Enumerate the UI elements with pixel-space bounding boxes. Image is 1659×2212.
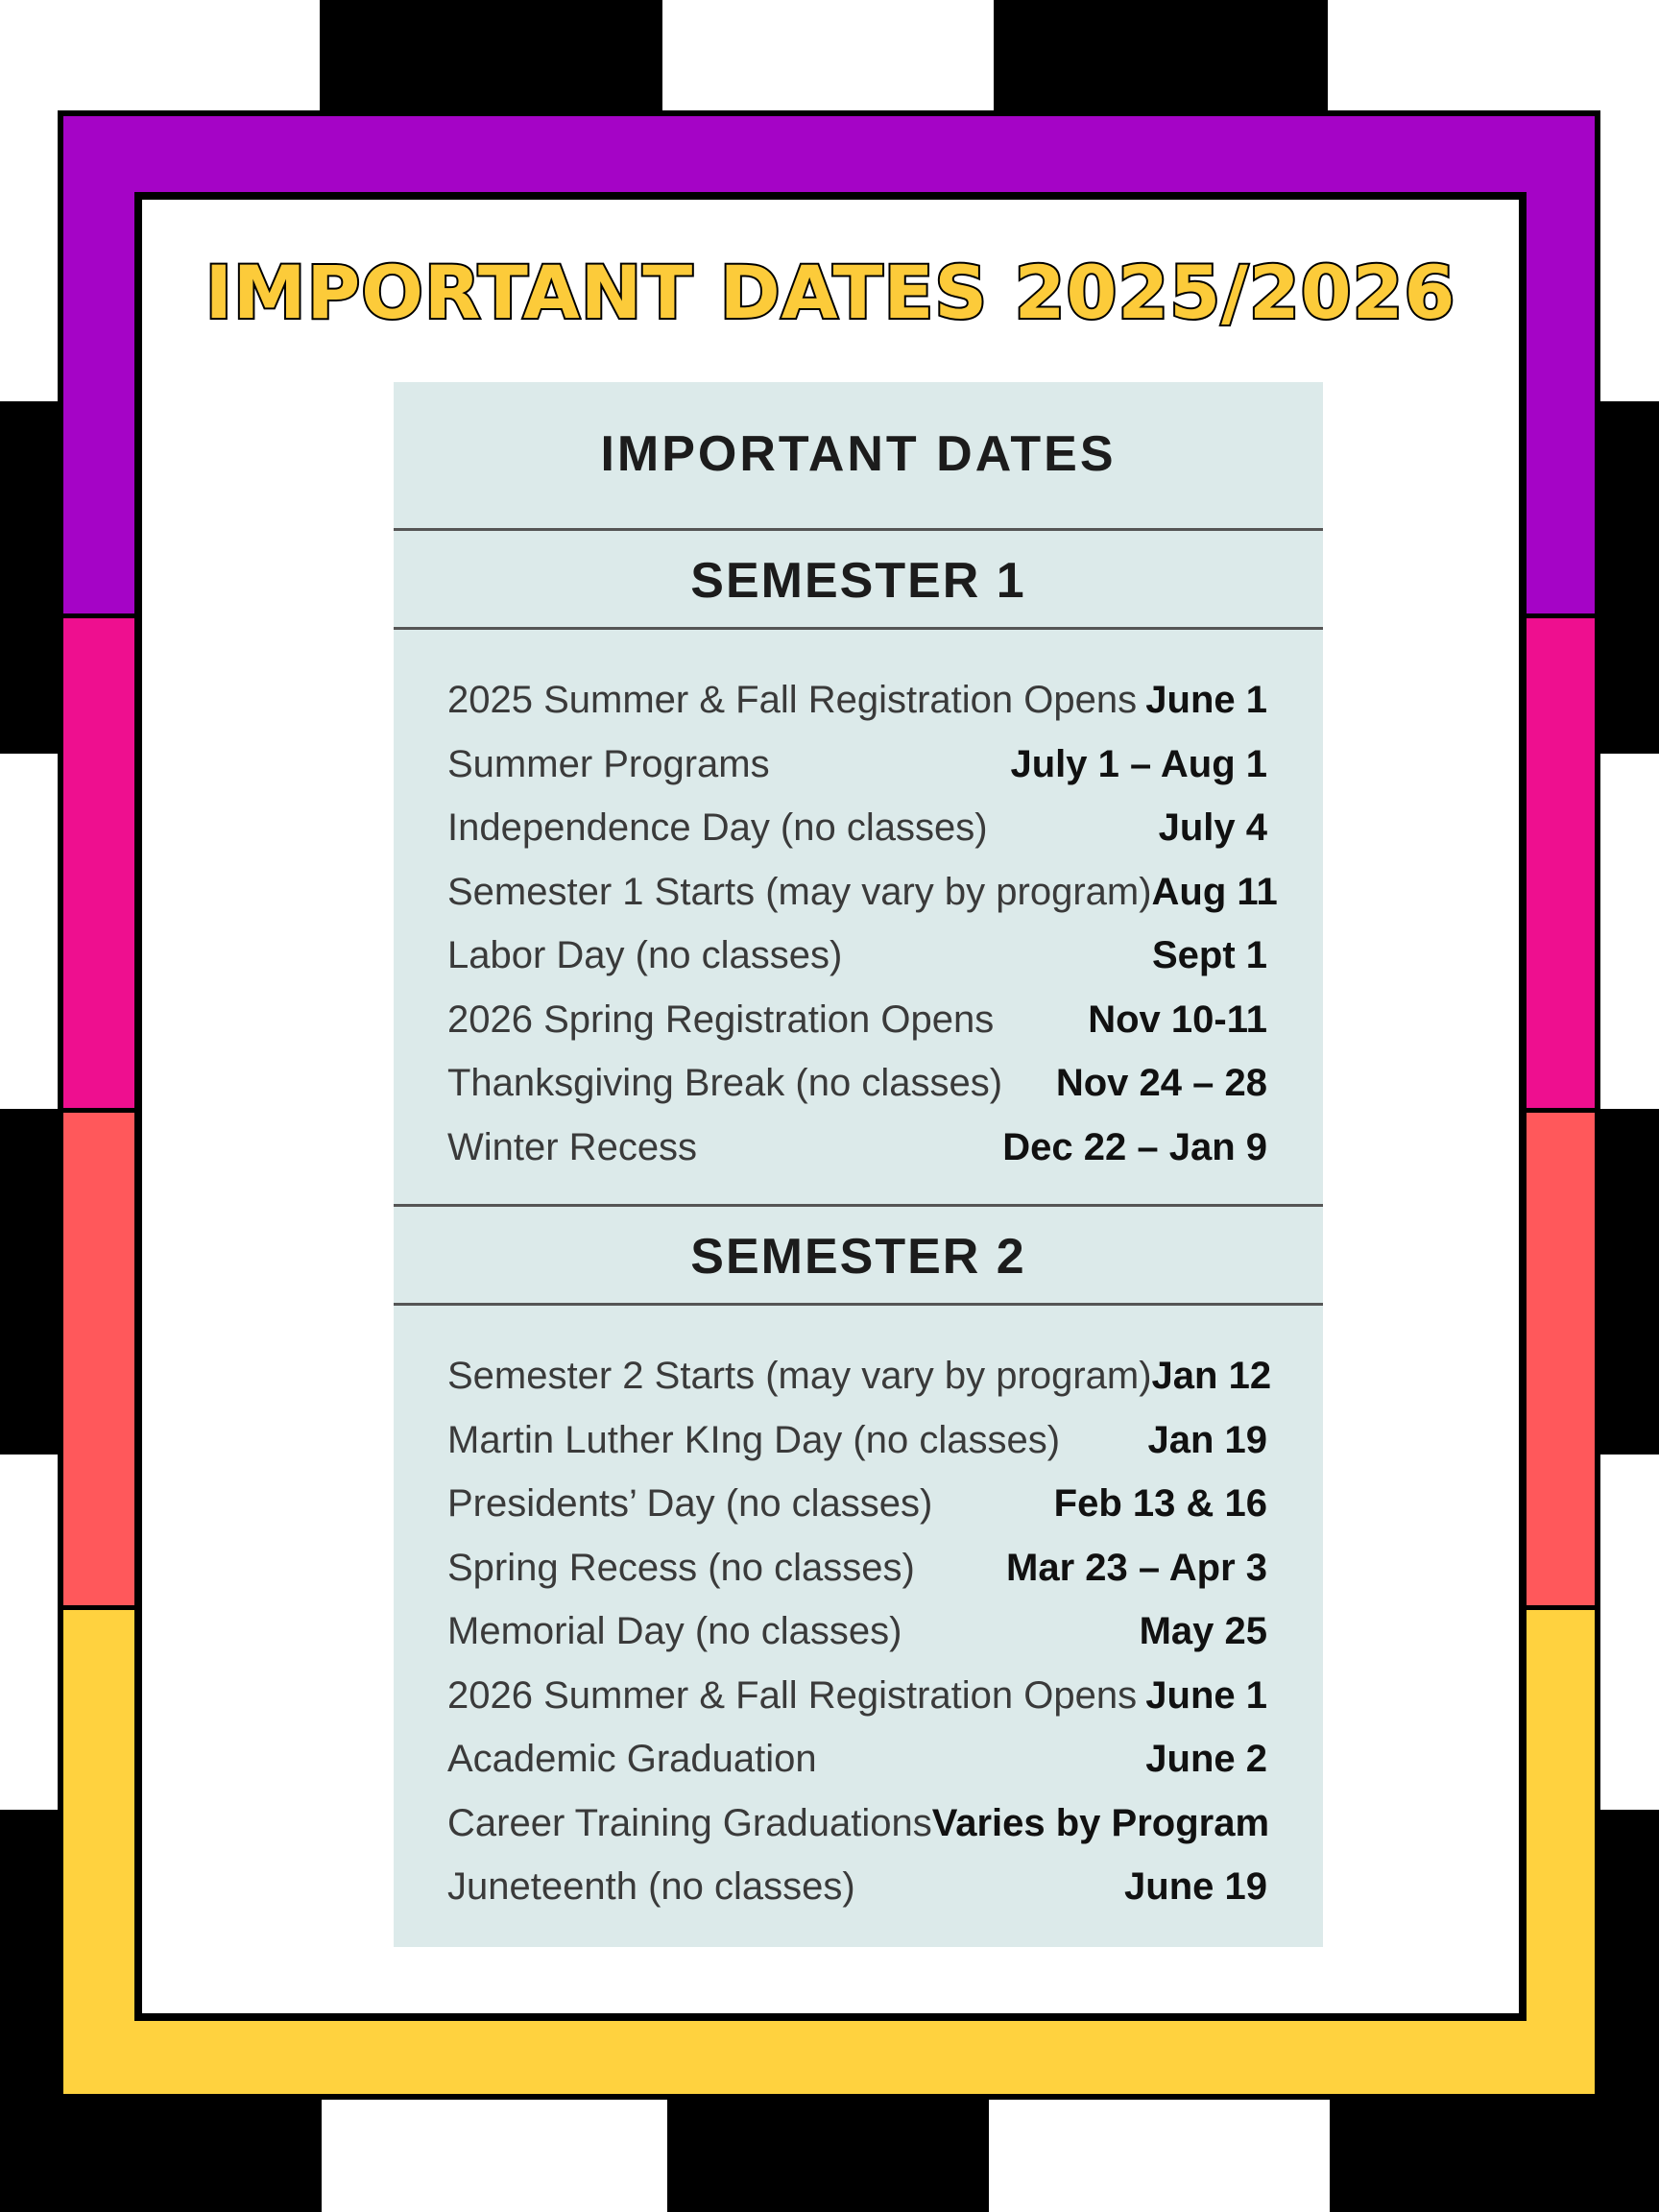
event-name: Spring Recess (no classes) xyxy=(447,1546,915,1589)
date-row xyxy=(447,1408,1267,1473)
event-name: Memorial Day (no classes) xyxy=(447,1610,902,1652)
event-date: June 2 xyxy=(1145,1738,1267,1780)
event-name: Independence Day (no classes) xyxy=(447,806,988,849)
event-date: July 4 xyxy=(1158,806,1267,849)
date-row xyxy=(447,1855,1267,1919)
event-date: June 1 xyxy=(1145,1673,1267,1717)
event-date: Aug 11 xyxy=(1151,870,1278,913)
date-row xyxy=(447,1599,1267,1664)
date-row xyxy=(447,1727,1267,1791)
event-name: Career Training Graduations xyxy=(447,1801,932,1844)
event-name: Juneteenth (no classes) xyxy=(447,1865,855,1908)
event-name: Summer Programs xyxy=(447,742,770,785)
dates-panel xyxy=(394,382,1323,1947)
date-row xyxy=(447,1664,1267,1728)
event-name: Labor Day (no classes) xyxy=(447,934,843,976)
event-date: Dec 22 – Jan 9 xyxy=(1002,1125,1267,1168)
event-name: 2025 Summer & Fall Registration Opens xyxy=(447,679,1138,721)
date-row xyxy=(447,796,1267,860)
date-row xyxy=(447,860,1278,925)
event-name: Semester 2 Starts (may vary by program) xyxy=(447,1355,1152,1397)
event-date: Sept 1 xyxy=(1151,934,1267,976)
event-date: Mar 23 – Apr 3 xyxy=(1006,1546,1267,1589)
date-row xyxy=(447,1051,1267,1116)
checker-square xyxy=(989,2098,1330,2212)
page-title: IMPORTANT DATES 2025/2026 xyxy=(204,250,1456,335)
event-date: June 1 xyxy=(1145,679,1267,721)
event-name: Thanksgiving Break (no classes) xyxy=(447,1062,1003,1104)
panel-title: IMPORTANT DATES xyxy=(600,426,1117,482)
event-name: Winter Recess xyxy=(447,1125,698,1168)
date-row xyxy=(447,733,1267,797)
event-date: Nov 10-11 xyxy=(1088,998,1267,1041)
date-row xyxy=(447,1116,1267,1180)
event-date: Nov 24 – 28 xyxy=(1055,1062,1267,1104)
date-row xyxy=(447,924,1267,988)
date-row xyxy=(447,668,1267,733)
event-name: Academic Graduation xyxy=(447,1738,817,1780)
event-date: Feb 13 & 16 xyxy=(1053,1482,1267,1525)
date-row xyxy=(447,1791,1270,1856)
event-name: Martin Luther KIng Day (no classes) xyxy=(447,1418,1061,1461)
event-date: June 19 xyxy=(1124,1865,1267,1908)
date-row xyxy=(447,1344,1272,1408)
date-row xyxy=(447,1472,1267,1536)
event-name: Semester 1 Starts (may vary by program) xyxy=(447,870,1152,913)
checker-square xyxy=(322,2098,667,2212)
date-row xyxy=(447,1536,1267,1600)
event-name: Presidents’ Day (no classes) xyxy=(447,1482,933,1525)
event-date: Jan 12 xyxy=(1151,1355,1272,1397)
event-date: July 1 – Aug 1 xyxy=(1010,742,1267,785)
content-card xyxy=(134,192,1527,2021)
event-name: 2026 Spring Registration Opens xyxy=(447,998,995,1041)
event-date: May 25 xyxy=(1139,1610,1267,1652)
event-date: Varies by Program xyxy=(931,1801,1270,1844)
date-row xyxy=(447,988,1267,1052)
semester-2-heading: SEMESTER 2 xyxy=(394,1204,1323,1306)
event-date: Jan 19 xyxy=(1147,1418,1267,1461)
semester-1-heading: SEMESTER 1 xyxy=(394,528,1323,630)
event-name: 2026 Summer & Fall Registration Opens xyxy=(447,1673,1138,1717)
semester-2-list xyxy=(394,1306,1323,1944)
semester-1-list xyxy=(394,630,1323,1204)
